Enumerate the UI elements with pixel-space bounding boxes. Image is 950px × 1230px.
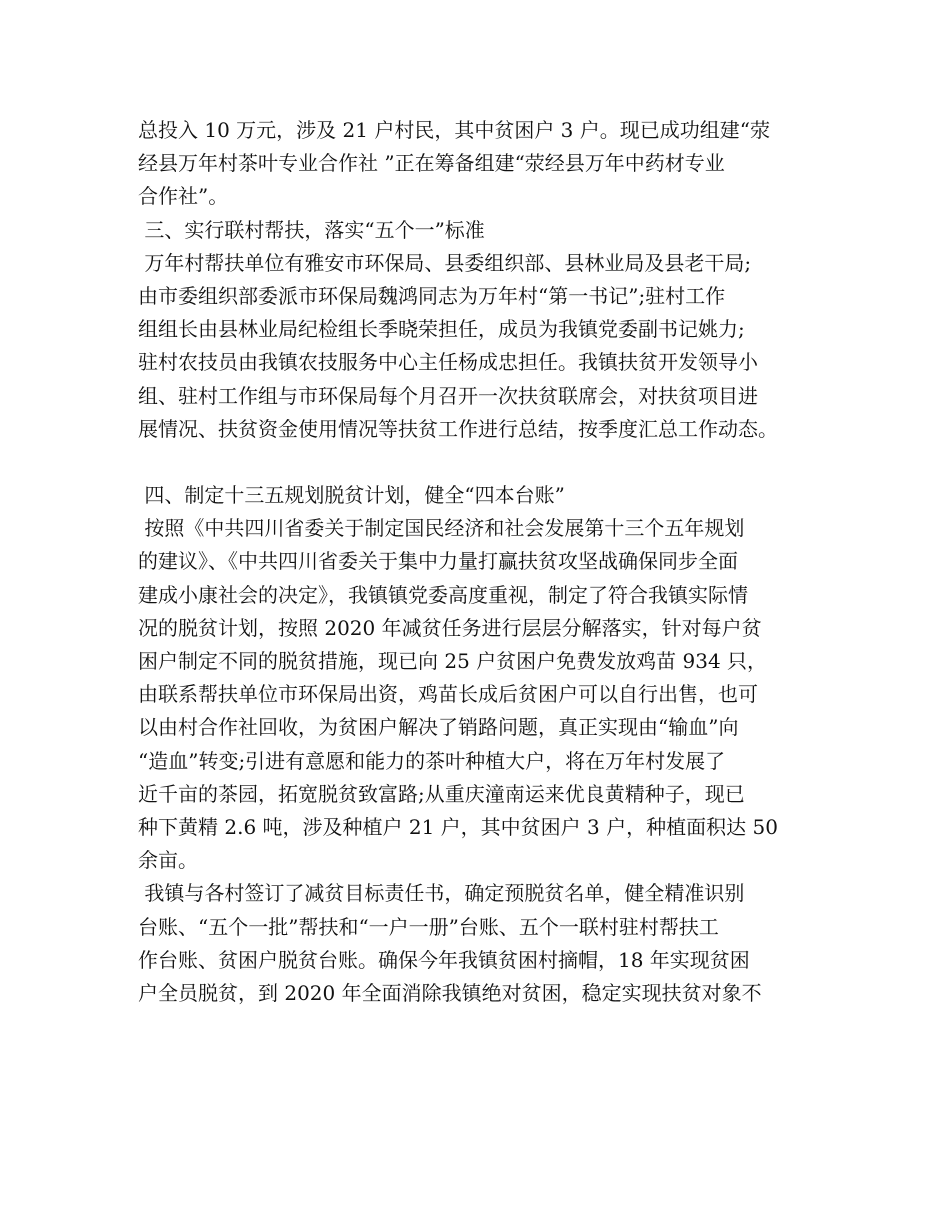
text-line: 由市委组织部委派市环保局魏鸿同志为万年村“第一书记”;驻村工作: [138, 283, 726, 308]
text-line: 万年村帮扶单位有雅安市环保局、县委组织部、县林业局及县老干局;: [138, 250, 752, 275]
text-line: 经县万年村茶叶专业合作社 ”正在筹备组建“荥经县万年中药材专业: [138, 151, 725, 176]
section-heading: 四、制定十三五规划脱贫计划，健全“四本台账”: [138, 483, 565, 508]
paragraph-gap: [138, 446, 828, 479]
text-line: 况的脱贫计划，按照 2020 年减贫任务进行层层分解落实，针对每户贫: [138, 615, 762, 640]
text-line: 台账、“五个一批”帮扶和“一户一册”台账、五个一联村驻村帮扶工: [138, 914, 719, 939]
text-line: 近千亩的茶园，拓宽脱贫致富路;从重庆潼南运来优良黄精种子，现已: [138, 781, 745, 806]
text-line: “造血”转变;引进有意愿和能力的茶叶种植大户，将在万年村发展了: [138, 748, 726, 773]
text-line: 余亩。: [138, 848, 198, 873]
text-line: 展情况、扶贫资金使用情况等扶贫工作进行总结，按季度汇总工作动态。: [138, 416, 778, 441]
text-line: 的建议》、《中共四川省委关于集中力量打赢扶贫攻坚战确保同步全面: [138, 549, 738, 574]
text-line: 困户制定不同的脱贫措施，现已向 25 户贫困户免费发放鸡苗 934 只，: [138, 649, 768, 673]
text-line: 组组长由县林业局纪检组长季晓荣担任，成员为我镇党委副书记姚力;: [138, 317, 745, 342]
text-line: 户全员脱贫，到 2020 年全面消除我镇绝对贫困，稳定实现扶贫对象不: [138, 980, 762, 1005]
text-line: 按照《中共四川省委关于制定国民经济和社会发展第十三个五年规划: [138, 516, 745, 541]
text-line: 作台账、贫困户脱贫台账。确保今年我镇贫困村摘帽，18 年实现贫困: [138, 947, 750, 972]
text-line: 建成小康社会的决定》，我镇镇党委高度重视，制定了符合我镇实际情: [138, 582, 748, 607]
text-line: 我镇与各村签订了减贫目标责任书，确定预脱贫名单，健全精准识别: [138, 881, 745, 906]
text-line: 由联系帮扶单位市环保局出资，鸡苗长成后贫困户可以自行出售，也可: [138, 682, 758, 707]
text-line: 驻村农技员由我镇农技服务中心主任杨成忠担任。我镇扶贫开发领导小: [138, 350, 758, 375]
text-line: 总投入 10 万元，涉及 21 户村民，其中贫困户 3 户。现已成功组建“荥: [138, 118, 770, 142]
text-line: 组、驻村工作组与市环保局每个月召开一次扶贫联席会，对扶贫项目进: [138, 383, 758, 408]
text-line: 以由村合作社回收，为贫困户解决了销路问题，真正实现由“输血”向: [138, 715, 739, 740]
text-line: 种下黄精 2.6 吨，涉及种植户 21 户，其中贫困户 3 户，种植面积达 50: [138, 814, 778, 839]
document-body: [138, 114, 828, 1010]
text-line: 合作社”。: [138, 184, 229, 209]
section-heading: 三、实行联村帮扶，落实“五个一”标准: [138, 217, 485, 242]
